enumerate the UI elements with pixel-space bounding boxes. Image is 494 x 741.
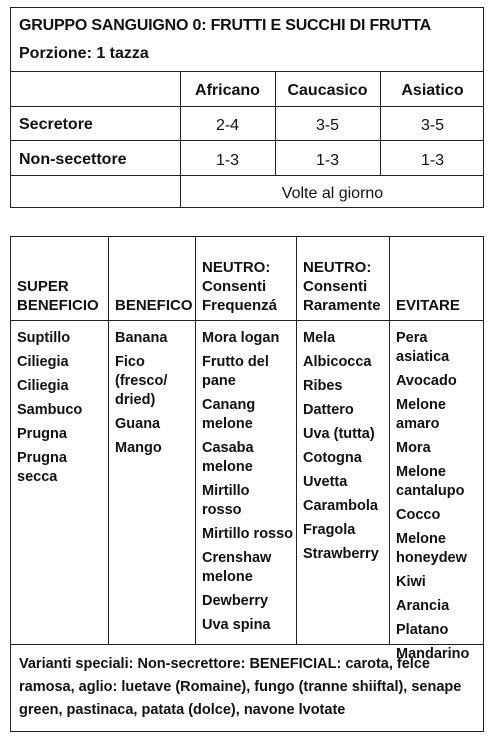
list-item: Albicocca <box>303 354 372 370</box>
list-item: Fragola <box>303 522 356 538</box>
row-label-non-secretore: Non-secettore <box>19 151 127 168</box>
food-list <box>396 329 483 669</box>
column-header-asiatico: Asiatico <box>401 82 464 99</box>
column-neutro-raramente <box>296 237 389 644</box>
list-item: Melone cantalupo <box>396 464 465 499</box>
food-list <box>17 329 108 492</box>
food-list <box>303 329 389 569</box>
footer-label: Volte al giorno <box>281 185 384 202</box>
column-header: EVITARE <box>396 297 460 314</box>
list-item: Guana <box>115 416 161 432</box>
table-cell: 1-3 <box>315 152 340 169</box>
table-cell: 1-3 <box>215 152 240 169</box>
list-item: Kiwi <box>396 574 426 590</box>
list-item: Mandarino <box>396 646 470 662</box>
list-item: Melone honeydew <box>396 531 467 566</box>
list-item: Ciliegia <box>17 354 69 370</box>
list-item: Strawberry <box>303 546 379 562</box>
list-item: Dattero <box>303 402 354 418</box>
food-list <box>202 329 296 640</box>
divider <box>11 175 483 176</box>
column-evitare <box>389 237 483 662</box>
list-item: Uvetta <box>303 474 348 490</box>
list-item: Frutto del pane <box>202 354 269 389</box>
list-item: Melone amaro <box>396 397 446 432</box>
column-header-africano: Africano <box>195 82 260 99</box>
list-item: Suptillo <box>17 330 71 346</box>
list-item: Avocado <box>396 373 457 389</box>
list-item: Mirtillo rosso <box>202 483 250 518</box>
column-header: SUPER BENEFICIO <box>17 278 99 314</box>
list-item: Pera asiatica <box>396 330 450 365</box>
note-text: Varianti speciali: Non-secrettore: BENEFICIAL: carota, felce ramosa, aglio: luetave (Romaine), fungo (tranne shiiftal), senape green, pastinaca, patata (dolce), navone lvotate <box>19 656 462 718</box>
list-item: Prugna <box>17 426 67 442</box>
column-header: NEUTRO: Consenti Frequenzá <box>202 259 278 314</box>
special-variants-note <box>11 644 483 731</box>
list-item: Crenshaw melone <box>202 550 272 585</box>
table-cell: 1-3 <box>420 152 445 169</box>
column-header-caucasico: Caucasico <box>287 82 368 99</box>
column-header: NEUTRO: Consenti Raramente <box>303 259 381 314</box>
divider <box>11 71 483 72</box>
column-super-beneficio <box>11 237 108 644</box>
list-item: Arancia <box>396 598 450 614</box>
list-item: Prugna secca <box>17 450 67 485</box>
list-item: Mora <box>396 440 431 456</box>
list-item: Banana <box>115 330 168 346</box>
divider <box>11 140 483 141</box>
row-label-secretore: Secretore <box>19 116 93 133</box>
list-item: Carambola <box>303 498 378 514</box>
list-item: Cocco <box>396 507 441 523</box>
food-list <box>115 329 195 463</box>
column-neutro-frequente <box>195 237 296 644</box>
list-item: Mango <box>115 440 162 456</box>
table-cell: 3-5 <box>315 117 340 134</box>
list-item: Uva spina <box>202 617 271 633</box>
frequency-table <box>10 7 484 208</box>
column-benefico <box>108 237 195 644</box>
list-item: Uva (tutta) <box>303 426 375 442</box>
table-cell: 3-5 <box>420 117 445 134</box>
list-item: Cotogna <box>303 450 362 466</box>
table-cell: 2-4 <box>215 117 240 134</box>
list-item: Sambuco <box>17 402 83 418</box>
list-item: Ciliegia <box>17 378 69 394</box>
list-item: Platano <box>396 622 449 638</box>
table-title: GRUPPO SANGUIGNO 0: FRUTTI E SUCCHI DI FRUTTA <box>19 17 432 34</box>
list-item: Mora logan <box>202 330 280 346</box>
list-item: Canang melone <box>202 397 256 432</box>
food-table <box>10 236 484 732</box>
list-item: Dewberry <box>202 593 269 609</box>
list-item: Casaba melone <box>202 440 254 475</box>
portion-label: Porzione: 1 tazza <box>19 45 149 62</box>
list-item: Ribes <box>303 378 343 394</box>
divider <box>11 106 483 107</box>
list-item: Fico (fresco/ dried) <box>115 354 168 408</box>
column-header: BENEFICO <box>115 297 193 314</box>
list-item: Mirtillo rosso <box>202 526 294 542</box>
list-item: Mela <box>303 330 336 346</box>
